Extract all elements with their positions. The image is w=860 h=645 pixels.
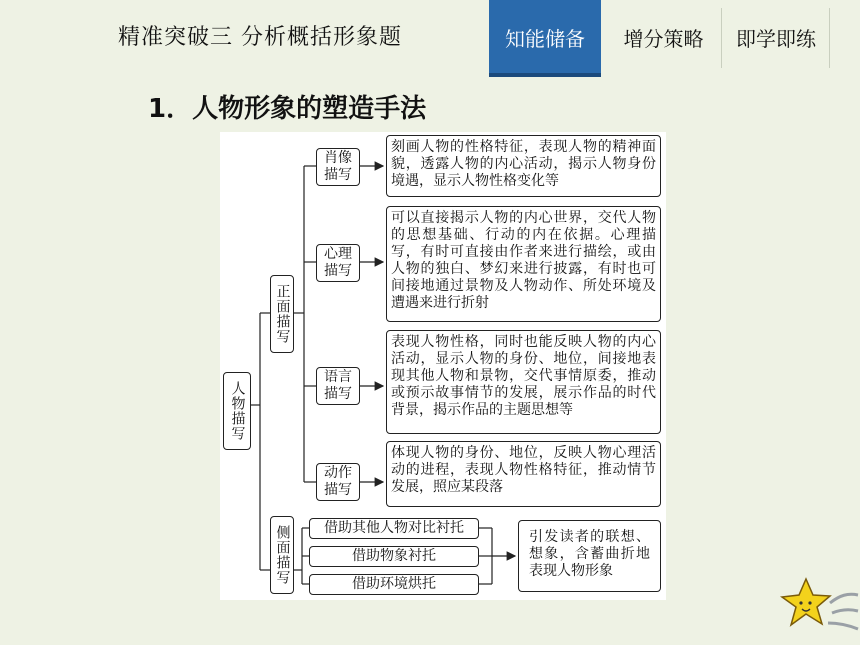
character-description-diagram [220,132,666,600]
active-tab-indicator [489,73,601,77]
portrait-description-label: 肖像描写 [316,148,360,186]
dialogue-description-text: 表现人物性格，同时也能反映人物的内心活动，显示人物的身份、地位，间接地表现其他人物和景物，交代事情原委，推动或预示故事情节的发展，展示作品的时代背景，揭示作品的主题思想等 [386,330,661,434]
root-node: 人物描写 [223,372,251,450]
portrait-description-text: 刻画人物的性格特征，表现人物的精神面貌，透露人物的内心活动，揭示人物身份境遇，显示人物性格变化等 [386,135,661,197]
tab-practice[interactable]: 即学即练 [736,27,816,51]
indirect-description-node: 侧面描写 [270,516,294,594]
indirect-method-environment: 借助环境烘托 [309,574,479,595]
psychology-description-label: 心理描写 [316,244,360,282]
indirect-method-object: 借助物象衬托 [309,546,479,567]
section-title: 精准突破三 分析概括形象题 [118,25,402,50]
psychology-description-text: 可以直接揭示人物的内心世界，交代人物的思想基础、行动的内在依据。心理描写，有时可直接由作者来进行描绘，或由人物的独白、梦幻来进行披露，有时也可间接地通过景物及人物动作、所处环境及遭遇来进行折射 [386,206,661,322]
dialogue-description-label: 语言描写 [316,367,360,405]
header-bar [0,0,860,75]
star-decoration-icon [770,565,860,645]
tab-divider [829,8,830,68]
indirect-effect-text: 引发读者的联想、想象，含蓄曲折地表现人物形象 [518,520,661,592]
action-description-label: 动作描写 [316,463,360,501]
tab-knowledge[interactable]: 知能储备 [489,0,601,75]
indirect-method-contrast: 借助其他人物对比衬托 [309,518,479,539]
tab-strategy[interactable]: 增分策略 [623,27,704,51]
direct-description-node: 正面描写 [270,275,294,353]
action-description-text: 体现人物的身份、地位，反映人物心理活动的进程，表现人物性格特征，推动情节发展，照应某段落 [386,441,661,507]
page-heading: 1．人物形象的塑造手法 [148,94,427,124]
